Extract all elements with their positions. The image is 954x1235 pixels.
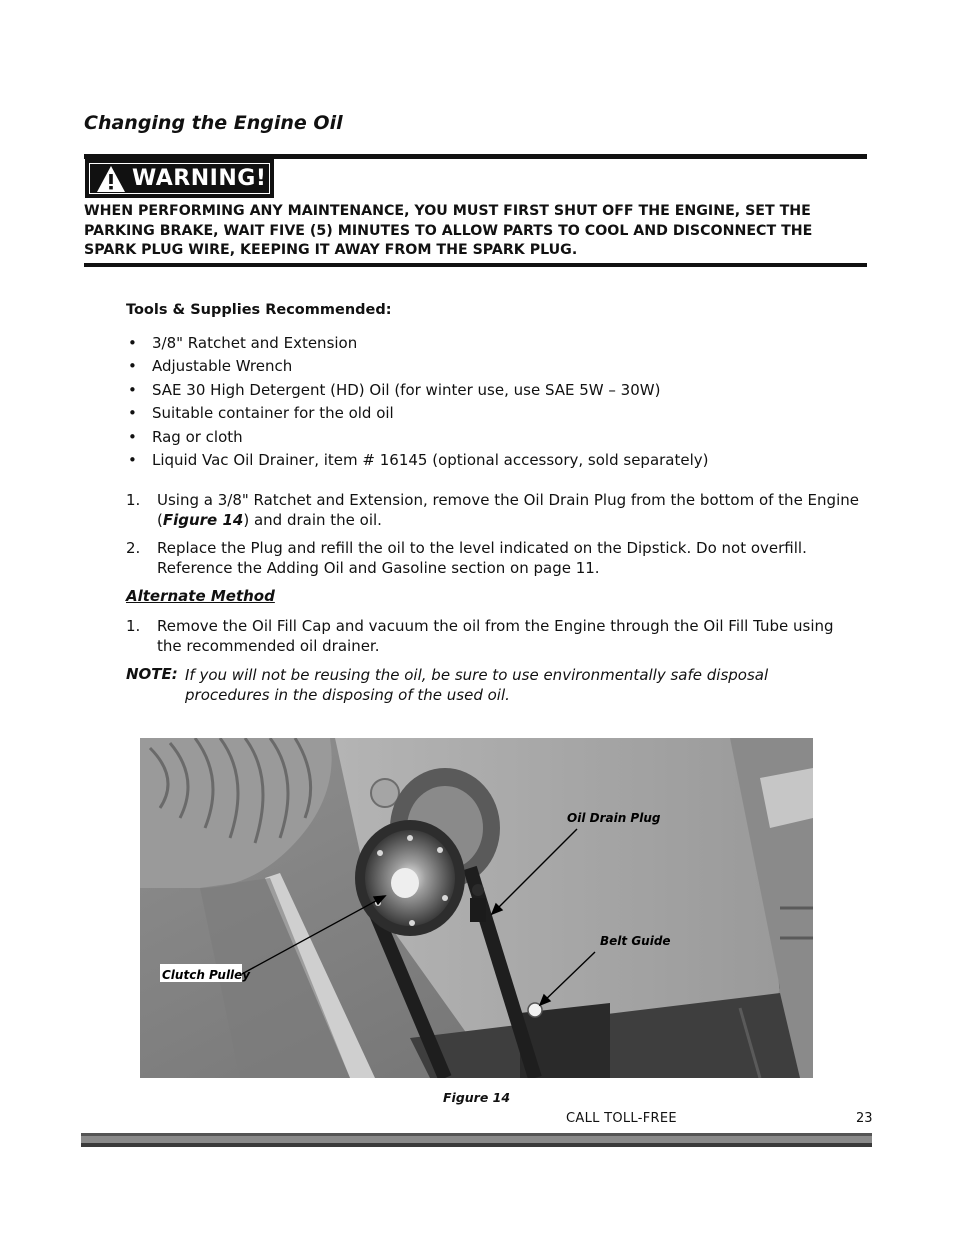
tools-list-item: • Adjustable Wrench: [126, 355, 709, 378]
warning-text: WHEN PERFORMING ANY MAINTENANCE, YOU MUST FIRST SHUT OFF THE ENGINE, SET THE PARKING BRAKE, WAIT FIVE (5) MINUTES TO ALLOW PARTS TO COOL AND DISCONNECT THE SPARK PLUG WIRE, KEEPING IT AWAY FROM THE SPARK PLUG.: [84, 203, 813, 258]
callout-oil-drain-plug: Oil Drain Plug: [567, 811, 661, 825]
tools-list-item: • Rag or cloth: [126, 426, 709, 449]
warning-bottom-rule: [84, 263, 867, 267]
warning-badge: [85, 159, 274, 198]
figure-14-photo: [140, 738, 813, 1078]
note-label: NOTE:: [126, 665, 178, 683]
section-title: Changing the Engine Oil: [84, 112, 343, 134]
footer-rule: [81, 1133, 872, 1147]
step-number: 1.: [126, 491, 141, 509]
step-text-part: ) and drain the oil.: [243, 511, 382, 529]
step-number: 2.: [126, 539, 141, 557]
warning-label: WARNING!: [132, 166, 267, 191]
step-text-part: Using a 3/8" Ratchet and Extension, remove the Oil Drain Plug from the bottom of the Engine (: [157, 491, 859, 529]
step-text: [157, 490, 862, 530]
figure-reference: Figure 14: [162, 511, 244, 529]
step-number: 1.: [126, 617, 141, 635]
note-text: If you will not be reusing the oil, be sure to use environmentally safe disposal procedures in the disposing of the used oil.: [185, 666, 769, 704]
tools-list-item: • Suitable container for the old oil: [126, 402, 709, 425]
warning-triangle-icon: [96, 164, 126, 194]
figure-caption: Figure 14: [443, 1090, 511, 1105]
callout-clutch-pulley: Clutch Pulley: [162, 968, 251, 982]
tools-list-item: • Liquid Vac Oil Drainer, item # 16145 (optional accessory, sold separately): [126, 449, 709, 472]
alternate-method-heading: Alternate Method: [126, 587, 275, 605]
footer-call-toll-free: CALL TOLL-FREE: [566, 1111, 677, 1126]
tools-list-item: • SAE 30 High Detergent (HD) Oil (for winter use, use SAE 5W – 30W): [126, 379, 709, 402]
tools-heading: Tools & Supplies Recommended:: [126, 302, 392, 318]
page-number: 23: [856, 1111, 873, 1126]
tools-list-item: • 3/8" Ratchet and Extension: [126, 332, 709, 355]
callout-belt-guide: Belt Guide: [600, 934, 671, 948]
step-text: Replace the Plug and refill the oil to the level indicated on the Dipstick. Do not overfill. Reference the Adding Oil and Gasoline section on page 11.: [157, 539, 807, 577]
step-text: Remove the Oil Fill Cap and vacuum the oil from the Engine through the Oil Fill Tube using the recommended oil drainer.: [157, 617, 834, 655]
tools-list: [126, 332, 709, 472]
